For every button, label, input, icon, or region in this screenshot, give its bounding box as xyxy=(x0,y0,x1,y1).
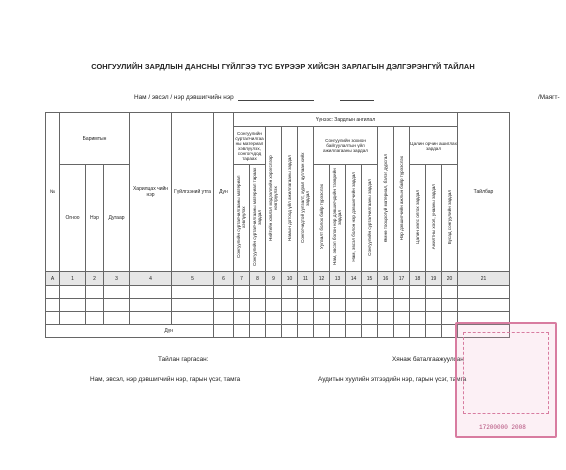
code-cell: 12 xyxy=(314,272,330,286)
code-cell: 5 xyxy=(172,272,214,286)
code-cell: 4 xyxy=(130,272,172,286)
code-row xyxy=(46,272,510,286)
code-cell: 20 xyxy=(442,272,458,286)
auditor-stamp xyxy=(455,322,557,438)
sub-header-14: Ажилтны хоол, унааны зардал xyxy=(430,184,436,250)
col-number: Дугаар xyxy=(104,165,130,272)
sub-header-12: Нэр дэвшигчийн ажлын байр түрээслэх xyxy=(398,155,404,241)
sub-header-13: Цалин хөлс олгох зардал xyxy=(414,189,420,245)
col-account: Харилцах чийн нэр xyxy=(130,113,172,272)
table-row xyxy=(46,286,510,299)
prepared-signature-caption: Нам, эвсэл, нэр дэвшигчийн нэр, гарын үсэг, тамга xyxy=(90,376,241,383)
code-cell: 7 xyxy=(234,272,250,286)
col-name: Нэр xyxy=(86,165,104,272)
date-blank xyxy=(340,100,374,101)
group-election-org: Сонгуулийн зохион байгуулалтын үйл ажиллагааны зардал xyxy=(314,127,378,165)
table-row xyxy=(46,299,510,312)
expense-table xyxy=(45,112,510,338)
party-name-line xyxy=(134,94,374,101)
code-cell: 9 xyxy=(266,272,282,286)
sub-header-5: Сонгогчидтой уулзалт, хурал цуглаан хийх зардал xyxy=(300,152,311,244)
sub-header-11: Өмнө тооцоогүй материал, бэлэг дурсгал xyxy=(382,153,388,243)
col-no: № xyxy=(46,113,60,272)
sub-header-3: Нийтийн хэвлэл мэдээллийн хэрэгслээр нэвтрүүлэх xyxy=(268,155,279,241)
code-cell: 21 xyxy=(458,272,510,286)
prepared-label: Тайлан гаргасан: xyxy=(158,356,209,363)
code-cell: 13 xyxy=(330,272,346,286)
party-name-label: Нам / эвсэл / нэр дэвшигчийн нэр xyxy=(134,94,234,101)
sub-header-8: Нам, эвсэл болон нэр дэвшигчийн зардал xyxy=(350,172,356,262)
sub-header-4: Намын дотоод үйл ажиллагааны зардал xyxy=(286,154,292,242)
code-cell: 17 xyxy=(394,272,410,286)
sub-header-7: Нам, эвсэл болон нэр дэвшигчдийн тээврийн зардал xyxy=(332,168,343,266)
code-cell: 19 xyxy=(426,272,442,286)
group-campaign-material: Сонгуулийн сурталчилгаа ны материал хэвлүүлэх, сонгогчдод тараах xyxy=(234,127,266,165)
sub-header-2: Сонгуулийн сурталчилгааны материал тараах зардал xyxy=(252,167,263,267)
total-label: Дүн xyxy=(46,325,214,338)
appendix-label: /Маягт- xyxy=(538,94,560,101)
stamp-frame xyxy=(463,332,549,414)
total-row xyxy=(46,325,510,338)
table-row xyxy=(46,312,510,325)
code-cell: 11 xyxy=(298,272,314,286)
code-cell: 6 xyxy=(214,272,234,286)
code-cell: 8 xyxy=(250,272,266,286)
sub-header-1: Сонгуулийн сурталчилгааны материал хэвлүүлэх xyxy=(236,175,247,259)
col-note: Тайлбар xyxy=(458,113,510,272)
code-cell: 16 xyxy=(378,272,394,286)
code-cell: А xyxy=(46,272,60,286)
col-purpose: Гүйлгээний утга xyxy=(172,113,214,272)
party-name-blank xyxy=(238,100,314,101)
code-cell: 10 xyxy=(282,272,298,286)
code-cell: 14 xyxy=(346,272,362,286)
col-expense-type: Үүнээс: Зардлын ангилал xyxy=(234,113,458,127)
code-cell: 18 xyxy=(410,272,426,286)
code-cell: 3 xyxy=(104,272,130,286)
report-title: СОНГУУЛИЙН ЗАРДЛЫН ДАНСНЫ ГҮЙЛГЭЭ ТУС БҮРЭЭР ХИЙСЭН ЗАРЛАГЫН ДЭЛГЭРЭНГҮЙ ТАЙЛАН xyxy=(91,62,475,71)
code-cell: 2 xyxy=(86,272,104,286)
approved-signature-caption: Аудитын хуулийн этгээдийн нэр, гарын үсэг, тамга xyxy=(318,376,467,383)
sub-header-9: Сонгуулийн сурталчилгааны зардал xyxy=(366,178,372,256)
sub-header-6: Уулзалт болох байр түрээслэх xyxy=(318,184,324,250)
sub-header-15: Бусад сонгуулийн зардал xyxy=(446,189,452,245)
code-cell: 15 xyxy=(362,272,378,286)
col-total: Дүн xyxy=(214,113,234,272)
code-cell: 1 xyxy=(60,272,86,286)
col-documents: Баримтын xyxy=(60,113,130,165)
stamp-number: 17200000 2008 xyxy=(479,424,526,431)
group-staff: Цалин орчин ашиглах зардал xyxy=(410,127,458,165)
approved-label: Хянаж баталгаажуулсан xyxy=(392,356,464,363)
col-date: Огноо xyxy=(60,165,86,272)
